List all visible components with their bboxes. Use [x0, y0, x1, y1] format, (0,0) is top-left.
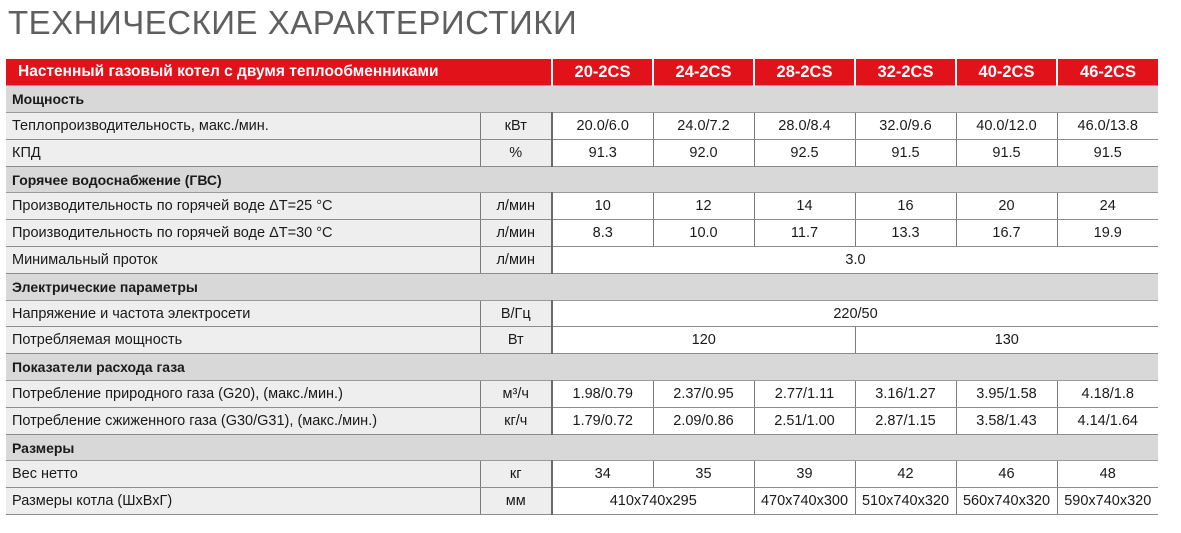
- value-cell: 3.0: [552, 247, 1158, 274]
- value-cell: 4.18/1.8: [1057, 381, 1158, 408]
- unit-cell: кг/ч: [480, 407, 552, 434]
- param-label: Потребление природного газа (G20), (макс./мин.): [6, 381, 480, 408]
- value-cell: 91.5: [855, 139, 956, 166]
- model-header-20-2cs: 20-2CS: [552, 59, 653, 86]
- value-cell: 24.0/7.2: [653, 113, 754, 140]
- value-cell: 510x740x320: [855, 488, 956, 515]
- param-label: Производительность по горячей воде ΔT=25 °С: [6, 193, 480, 220]
- unit-cell: кВт: [480, 113, 552, 140]
- table-row: [6, 247, 1158, 274]
- model-header-32-2cs: 32-2CS: [855, 59, 956, 86]
- table-row: [6, 327, 1158, 354]
- value-cell: 19.9: [1057, 220, 1158, 247]
- value-cell: 2.37/0.95: [653, 381, 754, 408]
- section-row-gas: [6, 354, 1158, 381]
- param-label: Потребление сжиженного газа (G30/G31), (макс./мин.): [6, 407, 480, 434]
- unit-cell: Вт: [480, 327, 552, 354]
- value-cell: 2.09/0.86: [653, 407, 754, 434]
- value-cell: 2.51/1.00: [754, 407, 855, 434]
- value-cell: 14: [754, 193, 855, 220]
- table-row: [6, 488, 1158, 515]
- value-cell: 410x740x295: [552, 488, 754, 515]
- param-label: Напряжение и частота электросети: [6, 300, 480, 327]
- table-row: [6, 220, 1158, 247]
- model-header-46-2cs: 46-2CS: [1057, 59, 1158, 86]
- model-header-24-2cs: 24-2CS: [653, 59, 754, 86]
- value-cell: 40.0/12.0: [956, 113, 1057, 140]
- value-cell: 470x740x300: [754, 488, 855, 515]
- value-cell: 560x740x320: [956, 488, 1057, 515]
- model-header-28-2cs: 28-2CS: [754, 59, 855, 86]
- value-cell: 34: [552, 461, 653, 488]
- value-cell: 10.0: [653, 220, 754, 247]
- value-cell: 91.5: [1057, 139, 1158, 166]
- unit-cell: мм: [480, 488, 552, 515]
- unit-cell: %: [480, 139, 552, 166]
- unit-cell: л/мин: [480, 193, 552, 220]
- table-header-row: [6, 59, 1158, 86]
- value-cell: 1.79/0.72: [552, 407, 653, 434]
- value-cell: 8.3: [552, 220, 653, 247]
- unit-cell: л/мин: [480, 247, 552, 274]
- value-cell: 2.87/1.15: [855, 407, 956, 434]
- value-cell: 91.3: [552, 139, 653, 166]
- section-row-electric: [6, 273, 1158, 300]
- spec-table: [6, 59, 1158, 515]
- value-cell: 2.77/1.11: [754, 381, 855, 408]
- model-header-40-2cs: 40-2CS: [956, 59, 1057, 86]
- section-title: Размеры: [6, 434, 1158, 461]
- value-cell: 24: [1057, 193, 1158, 220]
- unit-cell: л/мин: [480, 220, 552, 247]
- value-cell: 3.16/1.27: [855, 381, 956, 408]
- value-cell: 120: [552, 327, 855, 354]
- value-cell: 16.7: [956, 220, 1057, 247]
- section-title: Показатели расхода газа: [6, 354, 1158, 381]
- unit-cell: В/Гц: [480, 300, 552, 327]
- table-row: [6, 461, 1158, 488]
- section-title: Электрические параметры: [6, 273, 1158, 300]
- param-label: Производительность по горячей воде ΔT=30 °С: [6, 220, 480, 247]
- value-cell: 220/50: [552, 300, 1158, 327]
- table-row: [6, 139, 1158, 166]
- value-cell: 92.0: [653, 139, 754, 166]
- value-cell: 10: [552, 193, 653, 220]
- page-title: ТЕХНИЧЕСКИЕ ХАРАКТЕРИСТИКИ: [8, 4, 578, 41]
- product-title: Настенный газовый котел с двумя теплообменниками: [6, 59, 552, 86]
- section-title: Мощность: [6, 86, 1158, 113]
- value-cell: 12: [653, 193, 754, 220]
- value-cell: 3.95/1.58: [956, 381, 1057, 408]
- param-label: Потребляемая мощность: [6, 327, 480, 354]
- value-cell: 3.58/1.43: [956, 407, 1057, 434]
- value-cell: 4.14/1.64: [1057, 407, 1158, 434]
- value-cell: 48: [1057, 461, 1158, 488]
- value-cell: 20.0/6.0: [552, 113, 653, 140]
- section-row-power: [6, 86, 1158, 113]
- value-cell: 28.0/8.4: [754, 113, 855, 140]
- table-row: [6, 300, 1158, 327]
- unit-cell: кг: [480, 461, 552, 488]
- value-cell: 46: [956, 461, 1057, 488]
- value-cell: 32.0/9.6: [855, 113, 956, 140]
- param-label: КПД: [6, 139, 480, 166]
- param-label: Минимальный проток: [6, 247, 480, 274]
- table-row: [6, 407, 1158, 434]
- value-cell: 20: [956, 193, 1057, 220]
- value-cell: 1.98/0.79: [552, 381, 653, 408]
- param-label: Теплопроизводительность, макс./мин.: [6, 113, 480, 140]
- section-row-dimensions: [6, 434, 1158, 461]
- param-label: Вес нетто: [6, 461, 480, 488]
- value-cell: 92.5: [754, 139, 855, 166]
- param-label: Размеры котла (ШхВхГ): [6, 488, 480, 515]
- table-row: [6, 381, 1158, 408]
- value-cell: 590x740x320: [1057, 488, 1158, 515]
- value-cell: 130: [855, 327, 1158, 354]
- value-cell: 35: [653, 461, 754, 488]
- value-cell: 91.5: [956, 139, 1057, 166]
- value-cell: 39: [754, 461, 855, 488]
- value-cell: 13.3: [855, 220, 956, 247]
- value-cell: 46.0/13.8: [1057, 113, 1158, 140]
- value-cell: 16: [855, 193, 956, 220]
- value-cell: 11.7: [754, 220, 855, 247]
- table-row: [6, 193, 1158, 220]
- section-title: Горячее водоснабжение (ГВС): [6, 166, 1158, 193]
- unit-cell: м³/ч: [480, 381, 552, 408]
- value-cell: 42: [855, 461, 956, 488]
- section-row-dhw: [6, 166, 1158, 193]
- table-row: [6, 113, 1158, 140]
